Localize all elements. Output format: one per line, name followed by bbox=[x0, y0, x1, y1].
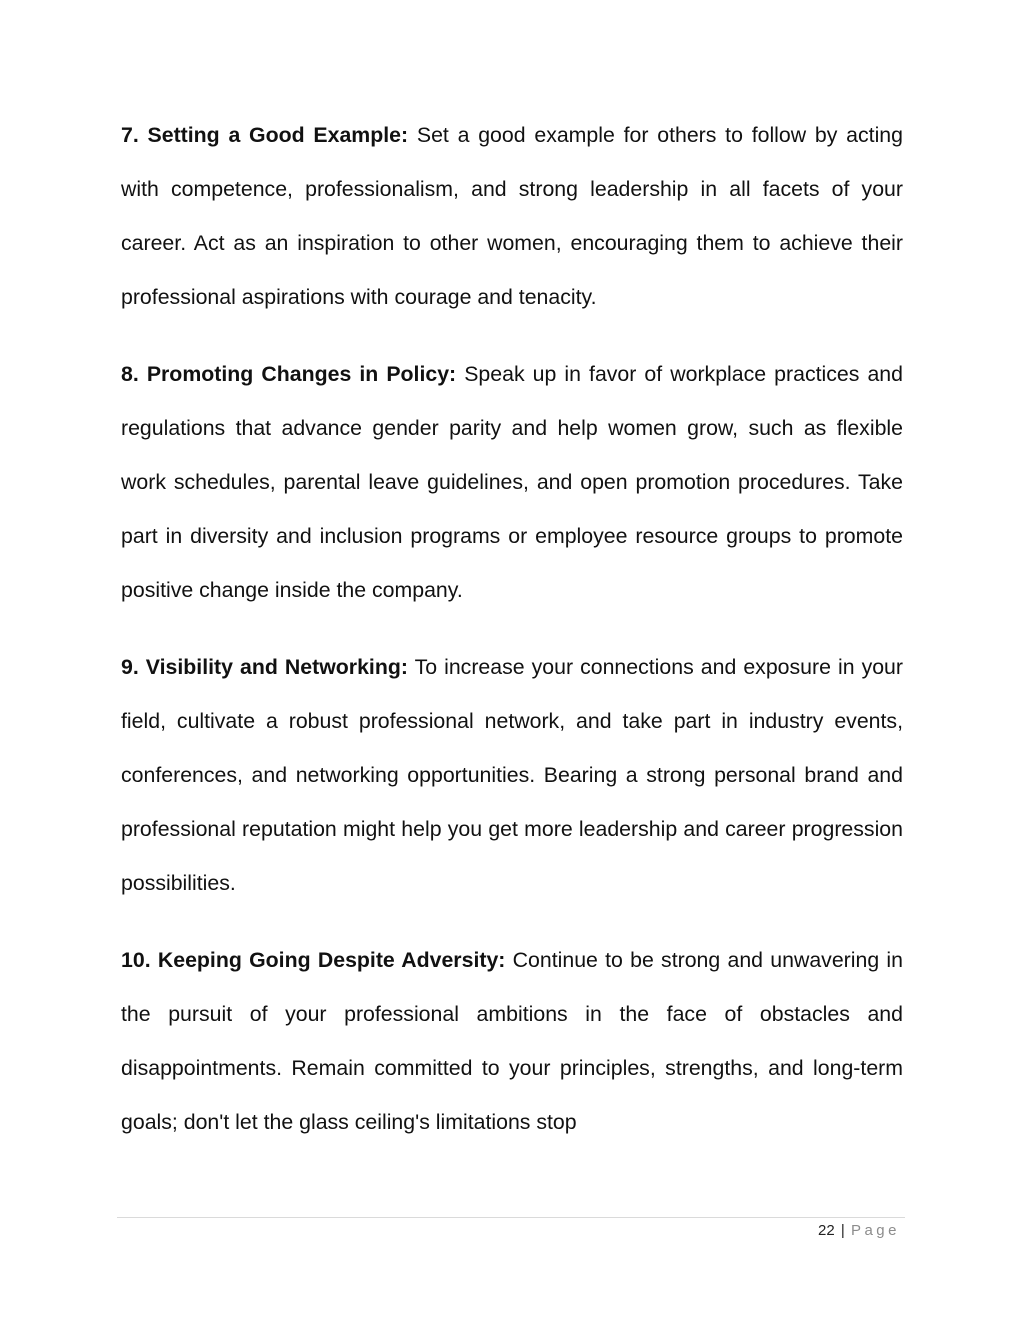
paragraph-heading: 8. Promoting Changes in Policy: bbox=[121, 362, 457, 386]
page-label: Page bbox=[850, 1222, 900, 1239]
paragraph-heading: 9. Visibility and Networking: bbox=[121, 655, 408, 679]
page-footer bbox=[818, 1221, 900, 1241]
footer-separator: | bbox=[840, 1222, 845, 1239]
paragraph-visibility-networking bbox=[121, 640, 903, 910]
paragraph-heading: 7. Setting a Good Example: bbox=[121, 123, 409, 147]
page-content bbox=[121, 108, 903, 1172]
paragraph-keeping-going bbox=[121, 933, 903, 1149]
footer-divider bbox=[117, 1217, 905, 1218]
paragraph-promoting-policy-changes bbox=[121, 347, 903, 617]
paragraph-body: Speak up in favor of workplace practices and regulations that advance gender parity and help women grow, such as flexible work schedules, parental leave guidelines, and open promotion procedures. Take part in diversity and inclusion programs or employee resource groups to promote positive change inside the company. bbox=[121, 362, 903, 602]
paragraph-setting-good-example bbox=[121, 108, 903, 324]
paragraph-body: Set a good example for others to follow by acting with competence, professionalism, and strong leadership in all facets of your career. Act as an inspiration to other women, encouraging them to achieve their professional aspirations with courage and tenacity. bbox=[121, 123, 903, 309]
paragraph-body: To increase your connections and exposure in your field, cultivate a robust professional network, and take part in industry events, conferences, and networking opportunities. Bearing a strong personal brand and professional reputation might help you get more leadership and career progression possibilities. bbox=[121, 655, 903, 895]
paragraph-body: Continue to be strong and unwavering in the pursuit of your professional ambitions in the face of obstacles and disappointments. Remain committed to your principles, strengths, and long-term goals; don't let the glass ceiling's limitations stop bbox=[121, 948, 903, 1134]
page-number: 22 bbox=[818, 1222, 835, 1239]
paragraph-heading: 10. Keeping Going Despite Adversity: bbox=[121, 948, 506, 972]
